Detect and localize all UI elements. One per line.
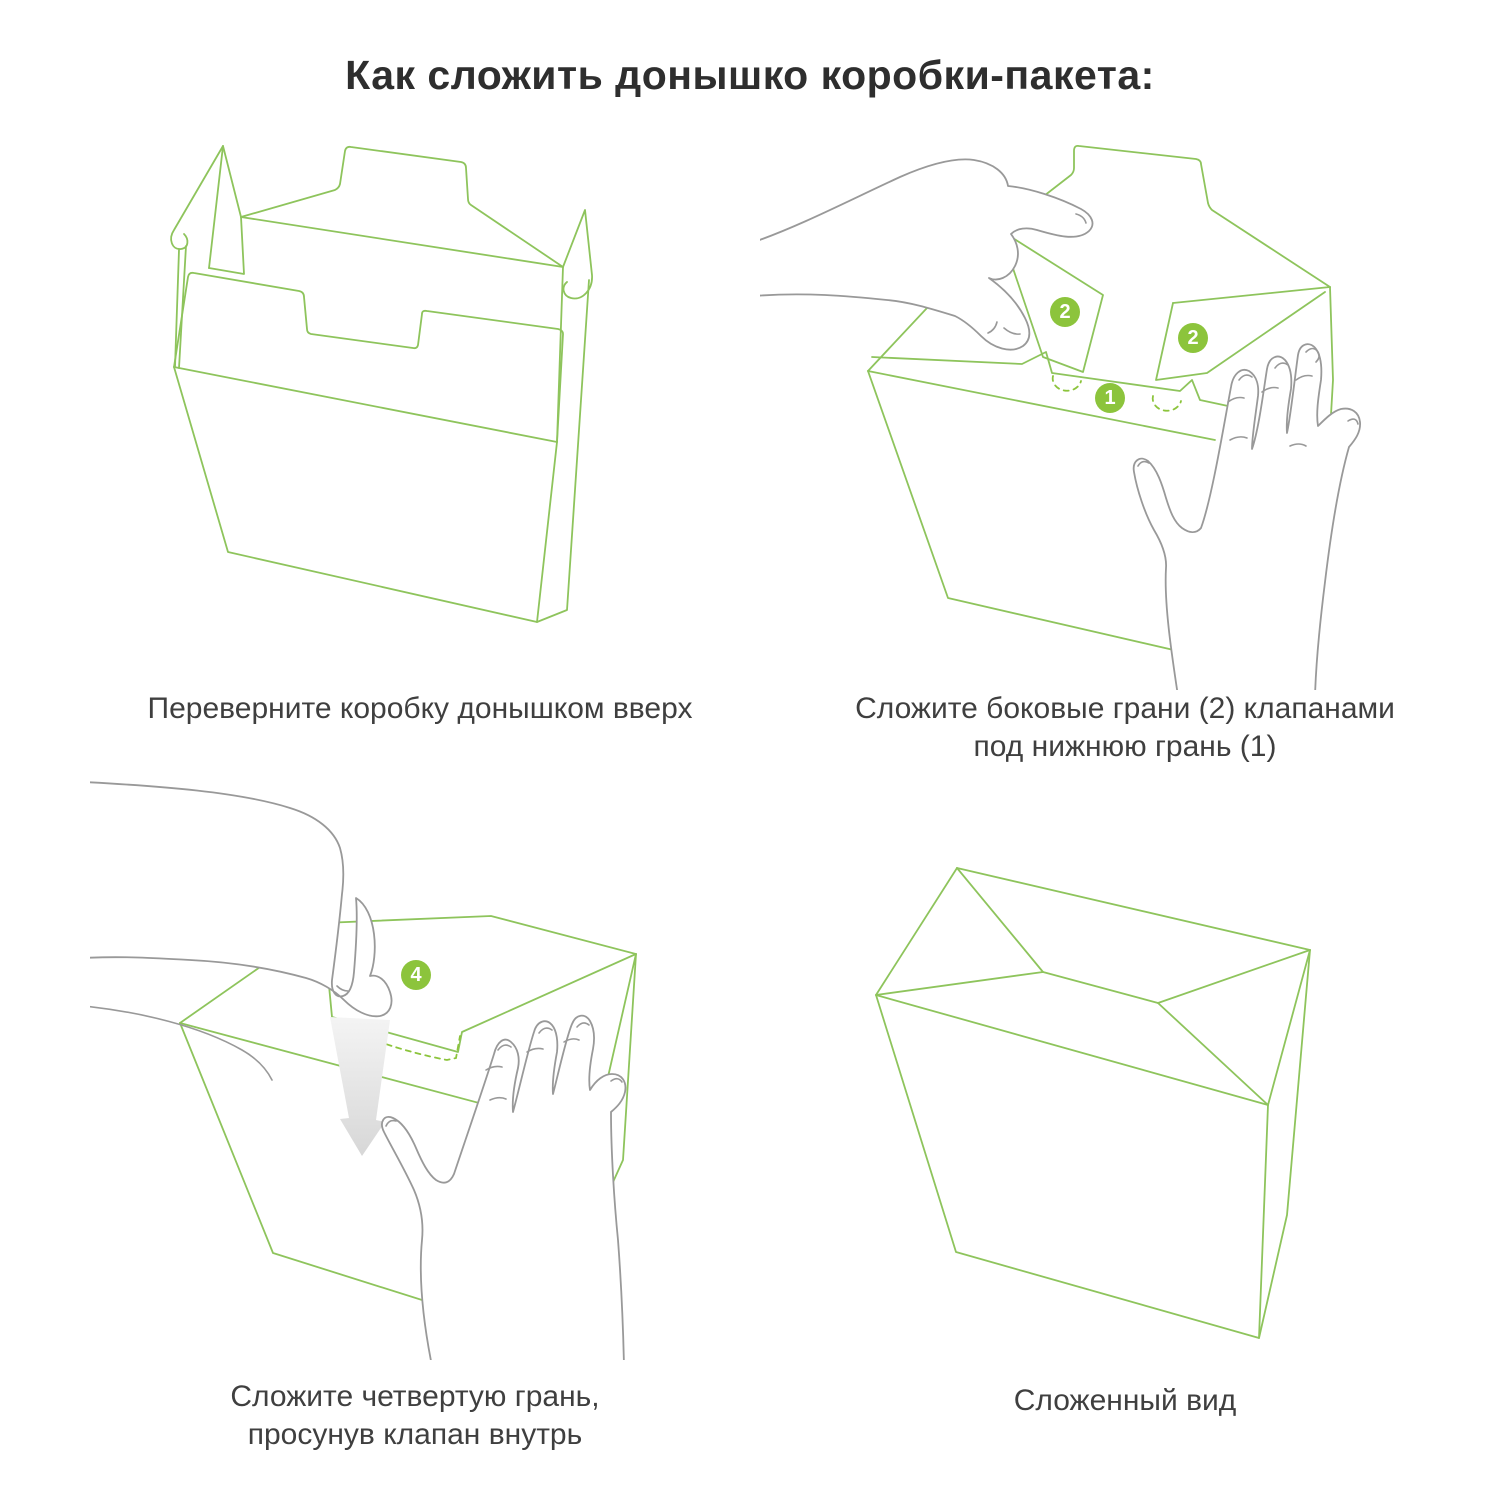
push-down-arrow <box>330 1017 390 1156</box>
caption-line: Сложите четвертую грань, <box>230 1380 600 1413</box>
fold-dashed-arc <box>1153 396 1181 411</box>
page-title: Как сложить донышко коробки-пакета: <box>345 52 1155 98</box>
hand-lower <box>382 1016 625 1360</box>
caption-line: Сложите боковые грани (2) клапанами <box>855 692 1395 725</box>
step-1-illustration <box>130 120 690 680</box>
step-3-illustration <box>90 770 670 1360</box>
step-1-caption <box>90 690 750 728</box>
hand-left <box>760 159 1092 349</box>
box-open-flaps-outline <box>171 146 592 622</box>
badge-side-flap-left: 2 <box>1050 297 1080 327</box>
caption-line: просунув клапан внутрь <box>247 1418 583 1451</box>
badge-side-flap-right: 2 <box>1178 323 1208 353</box>
caption-line: Переверните коробку донышком вверх <box>147 692 693 725</box>
fold-dashed-arc <box>1053 376 1081 391</box>
step-2-illustration <box>760 130 1400 690</box>
caption-line: Сложенный вид <box>1013 1384 1237 1417</box>
step-4-caption <box>800 1382 1450 1420</box>
step-4-illustration <box>850 840 1410 1360</box>
caption-line: под нижнюю грань (1) <box>973 730 1277 763</box>
badge-fourth-face: 4 <box>401 960 431 990</box>
step-3-caption <box>90 1378 740 1454</box>
badge-bottom-face: 1 <box>1095 383 1125 413</box>
step-2-caption <box>800 690 1450 766</box>
folded-box-outline <box>876 868 1310 1338</box>
hand-right <box>1134 344 1360 690</box>
